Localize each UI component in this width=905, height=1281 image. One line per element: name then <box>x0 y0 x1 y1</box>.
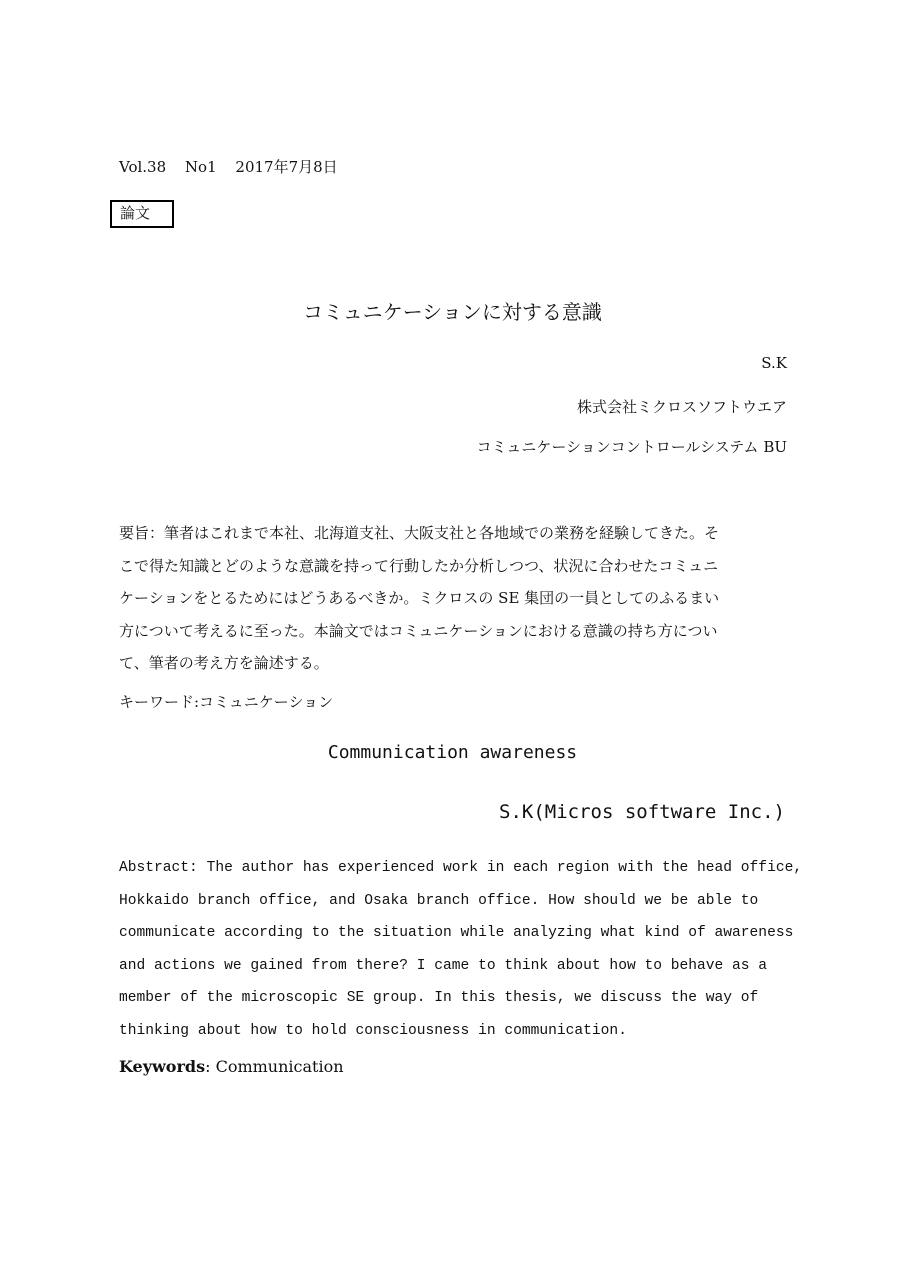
article-type-badge: 論文 <box>110 200 174 228</box>
abstract-ja-line: こで得た知識とどのような意識を持って行動したか分析しつつ、状況に合わせたコミュニ <box>119 556 719 575</box>
abstract-en <box>119 852 803 1048</box>
abstract-en-line: communicate according to the situation while analyzing what kind of awareness <box>119 925 794 942</box>
abstract-en-line: Hokkaido branch office, and Osaka branch office. How should we be able to <box>119 892 759 909</box>
author-company: 株式会社ミクロスソフトウエア <box>576 398 787 416</box>
paper-title-en: Communication awareness <box>327 742 578 763</box>
abstract-ja <box>119 517 789 680</box>
keywords-en <box>119 1057 344 1076</box>
publication-date: 2017年7月8日 <box>235 158 338 176</box>
abstract-en-line: and actions we gained from there? I came to think about how to behave as a <box>119 957 768 974</box>
abstract-en-line: thinking about how to hold consciousness in communication. <box>119 1022 627 1039</box>
volume: Vol.38 <box>119 158 167 176</box>
abstract-ja-line: 方について考えるに至った。本論文ではコミュニケーションにおける意識の持ち方につい <box>119 621 718 640</box>
issue-header <box>119 156 352 177</box>
abstract-ja-line: 要旨：筆者はこれまで本社、北海道支社、大阪支社と各地域での業務を経験してきた。そ <box>119 524 720 542</box>
abstract-en-line: Abstract: The author has experienced work in each region with the head office, <box>119 860 803 876</box>
issue-number: No1 <box>184 158 217 176</box>
abstract-ja-line: て、筆者の考え方を論述する。 <box>119 654 329 673</box>
paper-title-ja: コミュニケーションに対する意識 <box>303 300 602 324</box>
author-name: S.K <box>761 354 787 372</box>
abstract-en-line: member of the microscopic SE group. In this thesis, we discuss the way of <box>119 990 759 1007</box>
author-en: S.K(Micros software Inc.) <box>499 801 785 823</box>
keywords-en-label: Keywords <box>119 1057 206 1076</box>
keywords-en-value: : Communication <box>205 1057 344 1076</box>
keywords-ja: キーワード:コミュニケーション <box>119 693 334 711</box>
author-division: コミュニケーションコントロールシステム BU <box>476 438 787 456</box>
abstract-ja-line: ケーションをとるためにはどうあるべきか。ミクロスの SE 集団の一員としてのふるまい <box>119 589 720 608</box>
